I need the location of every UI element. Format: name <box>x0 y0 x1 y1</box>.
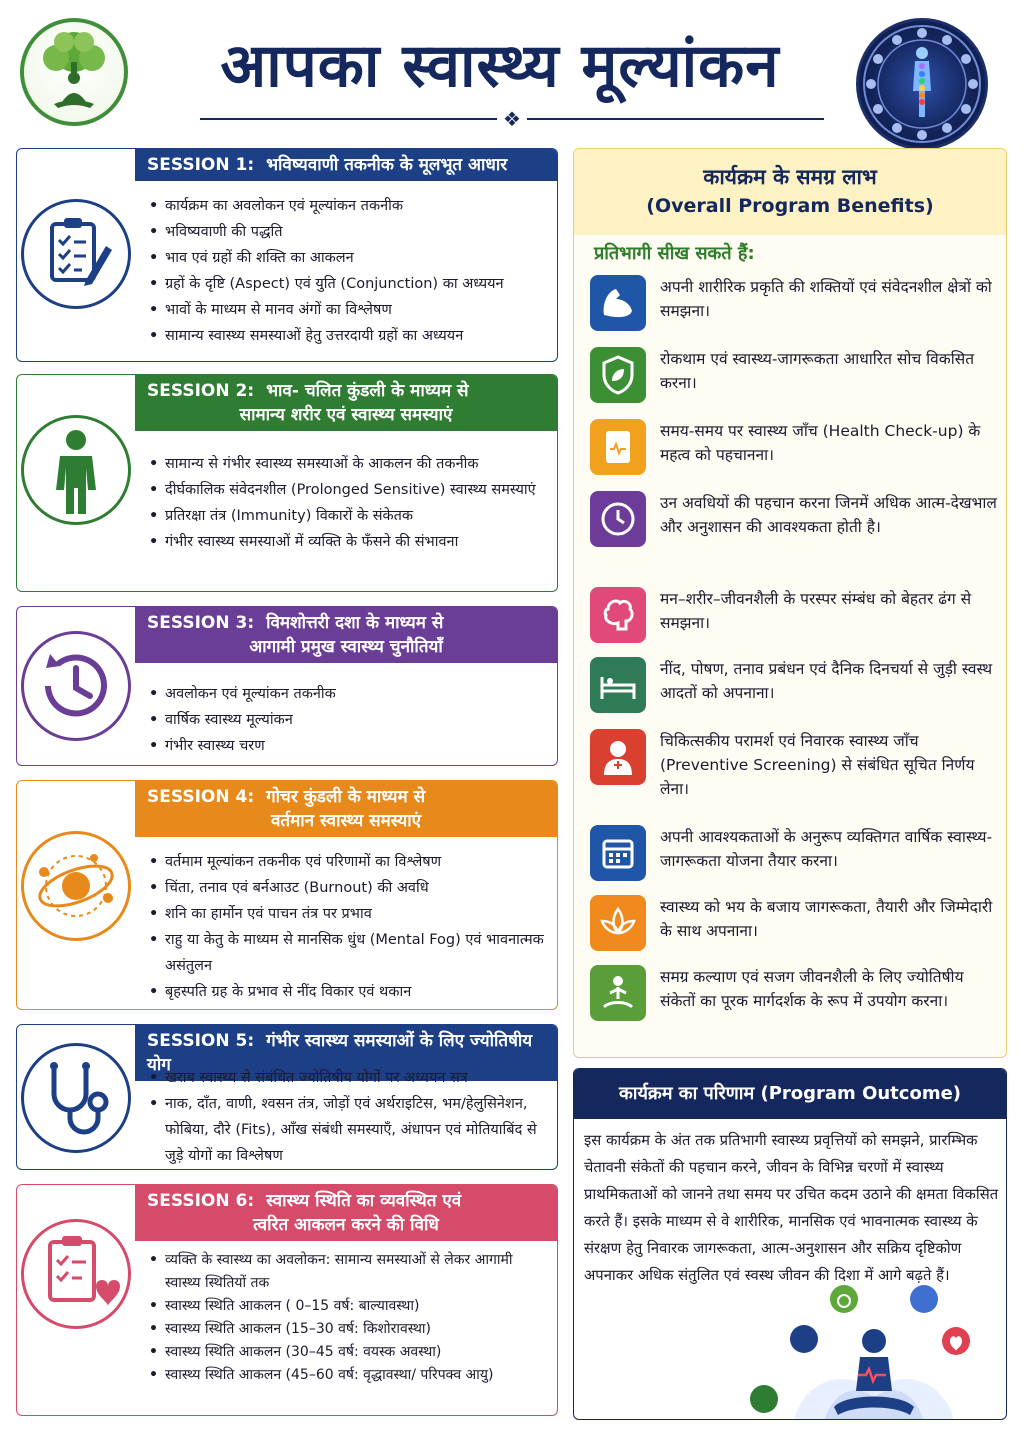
list-item: • प्रतिरक्षा तंत्र (Immunity) विकारों के संकेतक <box>147 503 547 529</box>
list-item: • राहु या केतु के माध्यम से मानसिक धुंध (Mental Fog) एवं भावनात्मक असंतुलन <box>147 927 547 979</box>
benefit-text: स्वास्थ्य को भय के बजाय जागरूकता, तैयारी और जिम्मेदारी के साथ अपनाना। <box>660 898 993 940</box>
benefit-item <box>590 275 1000 339</box>
outcome-body: इस कार्यक्रम के अंत तक प्रतिभागी स्वास्थ्य प्रवृत्तियों को समझने, प्रारम्भिक चेतावनी संकेतों की पहचान करने, जीवन के विभिन्न चरणों में स्वास्थ्य प्राथमिकताओं को जानने तथा समय पर उचित कदम उठाने की क्षमता विकसित करते हैं। इसके माध्यम से वे शारीरिक, मानसिक एवं भावनात्मक स्वास्थ्य के संरक्षण हेतु निवारक जागरूकता, आत्म-अनुशासन और सक्रिय दृष्टिकोण अपनाकर अधिक संतुलित एवं स्वस्थ जीवन की दिशा में आगे बढ़ते हैं। <box>584 1132 999 1284</box>
list-item: • शनि का हार्मोन एवं पाचन तंत्र पर प्रभाव <box>147 901 547 927</box>
list-item: • वार्षिक स्वास्थ्य मूल्यांकन <box>147 707 547 733</box>
benefits-panel <box>573 148 1007 1058</box>
list-item: • गंभीर स्वास्थ्य चरण <box>147 733 547 759</box>
session-title: गोचर कुंडली के माध्यम से <box>266 787 426 807</box>
benefit-text: रोकथाम एवं स्वास्थ्य-जागरूकता आधारित सोच विकसित करना। <box>660 350 975 392</box>
benefits-lead: प्रतिभागी सीख सकते हैं: <box>594 243 755 264</box>
session-title-line2: त्वरित आकलन करने की विधि <box>253 1215 439 1235</box>
benefit-item <box>590 587 1000 651</box>
calendar-icon <box>590 825 646 881</box>
list-item: • अवलोकन एवं मूल्यांकन तकनीक <box>147 681 547 707</box>
benefits-header <box>574 149 1006 235</box>
benefit-text: नींद, पोषण, तनाव प्रबंधन एवं दैनिक दिनचर्या से जुड़ी स्वस्थ आदतों को अपनाना। <box>660 660 993 702</box>
list-item: • भविष्यवाणी की पद्धति <box>147 219 547 245</box>
ornament-diamond-icon: ❖ <box>497 106 527 132</box>
benefit-item <box>590 347 1000 411</box>
shield-leaf-icon <box>590 347 646 403</box>
page-title: आपका स्वास्थ्य मूल्यांकन <box>220 31 780 101</box>
session-label: SESSION 1: <box>147 155 255 175</box>
page-header <box>0 0 1024 140</box>
bed-sleep-icon <box>590 657 646 713</box>
list-item: • वर्तमाम मूल्यांकन तकनीक एवं परिणामों का विश्लेषण <box>147 849 547 875</box>
planet-orbit-icon <box>21 831 131 941</box>
session-1-header <box>135 149 557 181</box>
tree-meditation-logo-icon <box>20 18 128 126</box>
session-1-card <box>16 148 558 362</box>
clock-history-icon <box>21 631 131 741</box>
benefit-text: चिकित्सकीय परामर्श एवं निवारक स्वास्थ्य जाँच (Preventive Screening) से संबंधित सूचित निर्णय लेना। <box>660 732 975 798</box>
brain-icon <box>590 587 646 643</box>
session-5-card <box>16 1024 558 1170</box>
list-item: • स्वास्थ्य स्थिति आकलन (30–45 वर्ष: वयस्क अवस्था) <box>147 1341 547 1364</box>
list-item: • सामान्य स्वास्थ्य समस्याओं हेतु उत्तरदायी ग्रहों का अध्ययन <box>147 323 547 349</box>
list-item: • चिंता, तनाव एवं बर्नआउट (Burnout) की अवधि <box>147 875 547 901</box>
session-2-card <box>16 374 558 592</box>
lotus-icon <box>590 895 646 951</box>
session-label: SESSION 3: <box>147 613 255 633</box>
benefit-item <box>590 657 1000 721</box>
list-item: • सामान्य से गंभीर स्वास्थ्य समस्याओं के आकलन की तकनीक <box>147 451 547 477</box>
session-5-list <box>147 1065 547 1169</box>
stethoscope-icon <box>21 1043 131 1153</box>
session-3-card <box>16 606 558 766</box>
benefit-text: अपनी शारीरिक प्रकृति की शक्तियों एवं संवेदनशील क्षेत्रों को समझना। <box>660 278 992 320</box>
benefit-item <box>590 965 1000 1049</box>
benefit-item <box>590 825 1000 889</box>
clock-icon <box>590 491 646 547</box>
list-item: • नाक, दाँत, वाणी, श्वसन तंत्र, जोड़ों एवं अर्थराइटिस, भम/हेलुसिनेशन, फोबिया, दौरे (Fits), आँख संबंधी समस्याएँ, अंधापन एवं मोतियाबिंद से जुड़े योगों का विश्लेषण <box>147 1091 547 1169</box>
list-item: • भावों के माध्यम से मानव अंगों का विश्लेषण <box>147 297 547 323</box>
doctor-icon <box>590 729 646 785</box>
session-2-header <box>135 375 557 431</box>
session-title: स्वास्थ्य स्थिति का व्यवस्थित एवं <box>266 1191 462 1211</box>
benefit-item <box>590 729 1000 813</box>
clipboard-heart-icon <box>21 1219 131 1329</box>
benefit-text: समय-समय पर स्वास्थ्य जाँच (Health Check-up) के महत्व को पहचानना। <box>660 422 981 464</box>
session-label: SESSION 4: <box>147 787 255 807</box>
session-6-header <box>135 1185 557 1241</box>
list-item: • व्यक्ति के स्वास्थ्य का अवलोकन: सामान्य समस्याओं से लेकर आगामी स्वास्थ्य स्थितियों तक <box>147 1249 547 1295</box>
list-item: • दीर्घकालिक संवेदनशील (Prolonged Sensitive) स्वास्थ्य समस्याएं <box>147 477 547 503</box>
session-4-list <box>147 849 547 1005</box>
muscle-arm-icon <box>590 275 646 331</box>
outcome-title: कार्यक्रम का परिणाम (Program Outcome) <box>574 1069 1006 1119</box>
list-item: • कार्यक्रम का अवलोकन एवं मूल्यांकन तकनीक <box>147 193 547 219</box>
benefit-text: उन अवधियों की पहचान करना जिनमें अधिक आत्म-देखभाल और अनुशासन की आवश्यकता होती है। <box>660 494 997 536</box>
benefit-item <box>590 895 1000 959</box>
session-3-header <box>135 607 557 663</box>
session-label: SESSION 2: <box>147 381 255 401</box>
list-item: • स्वास्थ्य स्थिति आकलन (45–60 वर्ष: वृद्धावस्था/ परिपक्व आयु) <box>147 1364 547 1387</box>
benefit-item <box>590 419 1000 483</box>
session-2-list <box>147 451 547 555</box>
session-3-list <box>147 681 547 759</box>
health-report-icon <box>590 419 646 475</box>
list-item: • गंभीर स्वास्थ्य समस्याओं में व्यक्ति के फँसने की संभावना <box>147 529 547 555</box>
list-item: • भाव एवं ग्रहों की शक्ति का आकलन <box>147 245 547 271</box>
list-item: • स्वास्थ्य स्थिति आकलन (15–30 वर्ष: किशोरावस्था) <box>147 1318 547 1341</box>
list-item: • ग्रहों के दृष्टि (Aspect) एवं युति (Conjunction) का अध्ययन <box>147 271 547 297</box>
session-label: SESSION 5: <box>147 1031 255 1051</box>
zodiac-chakra-body-icon <box>856 18 988 150</box>
session-title: गंभीर स्वास्थ्य समस्याओं के लिए ज्योतिषीय योग <box>147 1031 533 1075</box>
session-title: भाव- चलित कुंडली के माध्यम से <box>266 381 469 401</box>
benefit-text: मन–शरीर–जीवनशैली के परस्पर संम्बंध को बेहतर ढंग से समझना। <box>660 590 972 632</box>
session-6-list <box>147 1249 547 1387</box>
benefit-text: समग्र कल्याण एवं सजग जीवनशैली के लिए ज्योतिषीय संकेतों का पूरक मार्गदर्शक के रूप में उपयोग करना। <box>660 968 964 1010</box>
list-item: • स्वास्थ्य स्थिति आकलन ( 0–15 वर्ष: बाल्यावस्था) <box>147 1295 547 1318</box>
session-title-line2: वर्तमान स्वास्थ्य समस्याएं <box>270 811 422 831</box>
meditation-icon <box>590 965 646 1021</box>
benefit-text: अपनी आवश्यकताओं के अनुरूप व्यक्तिगत वार्षिक स्वास्थ्य-जागरूकता योजना तैयार करना। <box>660 828 993 870</box>
benefits-subtitle: (Overall Program Benefits) <box>646 195 934 217</box>
session-4-header <box>135 781 557 837</box>
benefits-title: कार्यक्रम के समग्र लाभ <box>703 165 877 189</box>
outcome-panel <box>573 1068 1007 1420</box>
clipboard-checklist-icon <box>21 199 131 309</box>
person-body-icon <box>21 415 131 525</box>
list-item: • बृहस्पति ग्रह के प्रभाव से नींद विकार एवं थकान <box>147 979 547 1005</box>
session-1-list <box>147 193 547 349</box>
benefit-item <box>590 491 1000 575</box>
session-4-card <box>16 780 558 1010</box>
session-6-card <box>16 1184 558 1416</box>
session-title-line2: आगामी प्रमुख स्वास्थ्य चुनौतियाँ <box>249 637 443 657</box>
session-title: विमशोत्तरी दशा के माध्यम से <box>266 613 444 633</box>
session-title-line2: सामान्य शरीर एवं स्वास्थ्य समस्याएं <box>239 405 453 425</box>
list-item: • खराब स्वास्थ्य से संबंधित ज्योतिषीय योगों पर अध्ययन सत्र <box>147 1065 547 1091</box>
meditating-figure-icon <box>734 1279 1007 1420</box>
session-title: भविष्यवाणी तकनीक के मूलभूत आधार <box>266 155 508 175</box>
session-label: SESSION 6: <box>147 1191 255 1211</box>
